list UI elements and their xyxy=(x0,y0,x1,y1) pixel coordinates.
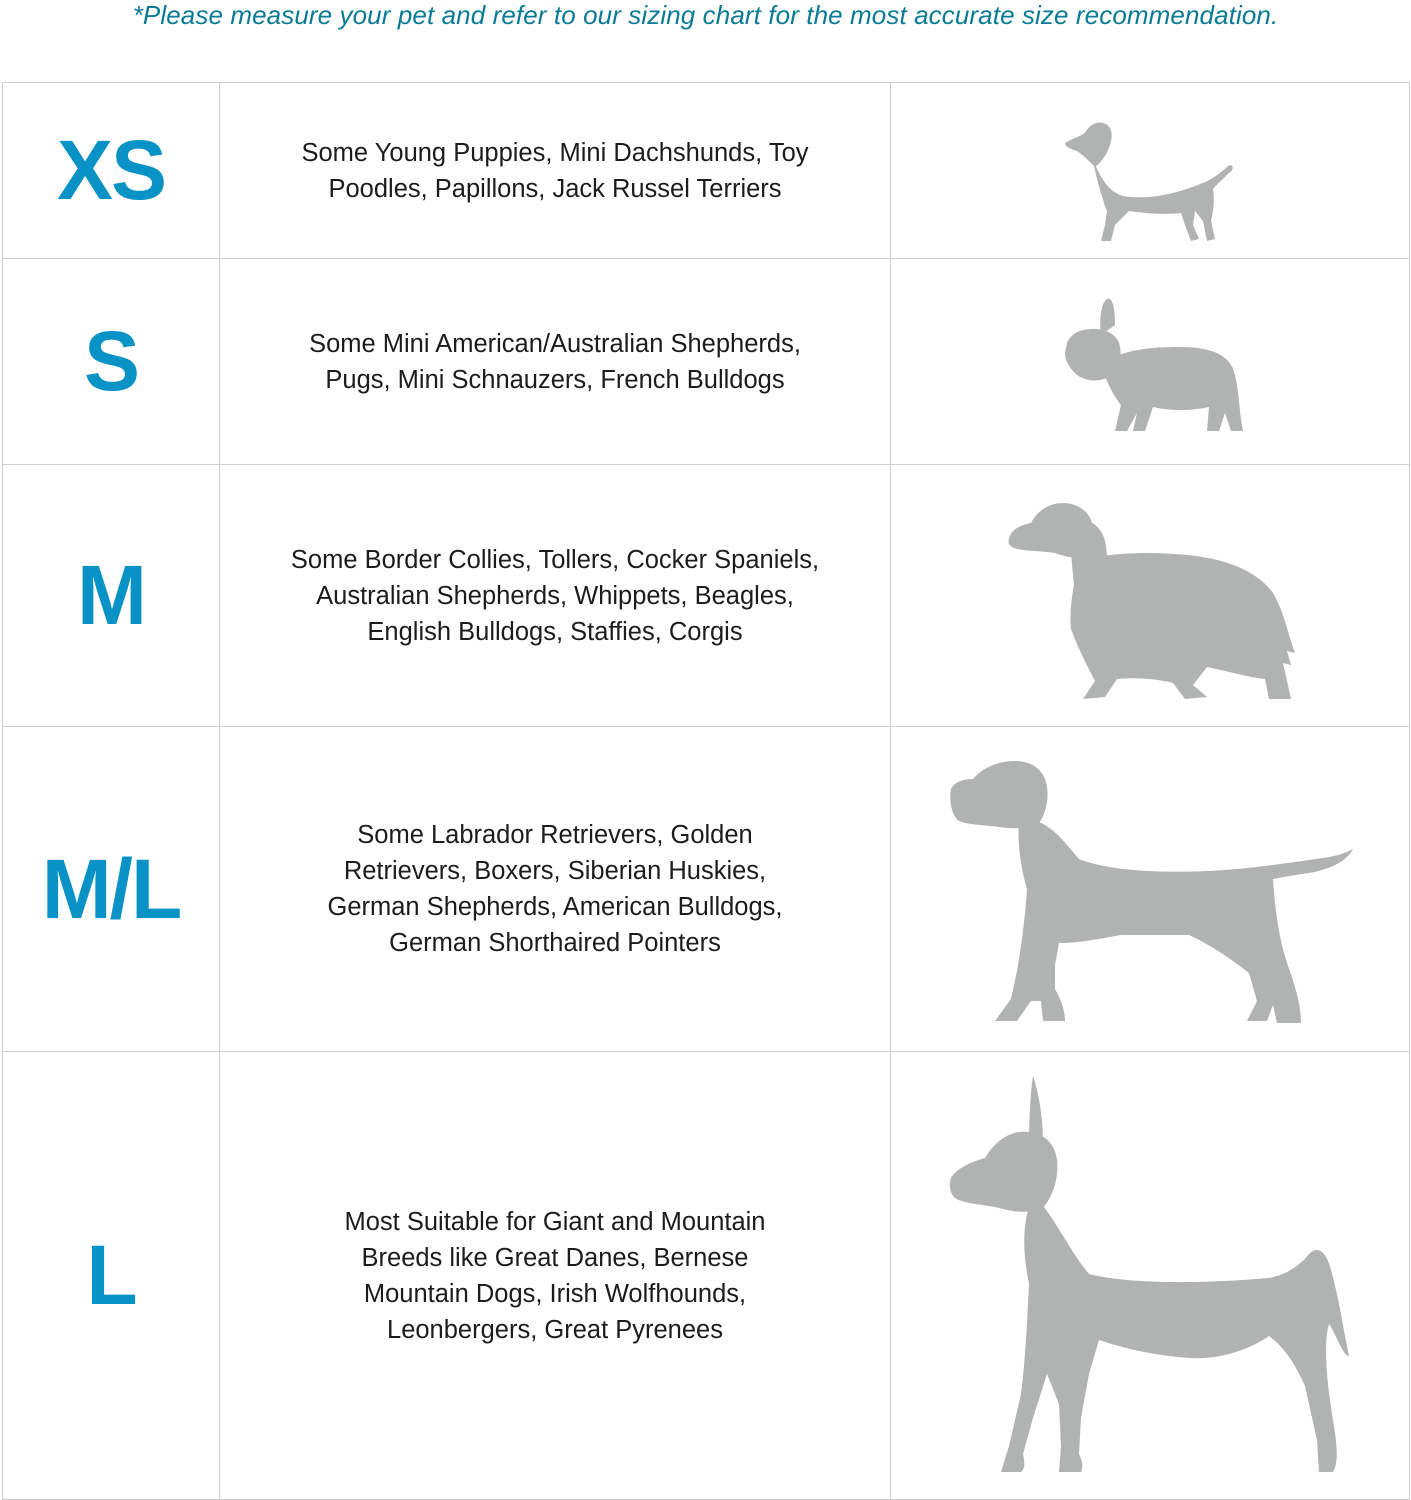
silhouette-cell xyxy=(891,83,1410,259)
silhouette-cell xyxy=(891,727,1410,1052)
size-cell xyxy=(3,259,220,465)
size-row-s xyxy=(3,259,1410,465)
size-label-m: M xyxy=(77,548,145,642)
size-label-ml: M/L xyxy=(41,841,181,936)
sizing-note: *Please measure your pet and refer to our sizing chart for the most accurate size recommendation. xyxy=(132,0,1279,30)
size-chart-table xyxy=(2,82,1410,1500)
breeds-text-s: Some Mini American/Australian Shepherds, Pugs, Mini Schnauzers, French Bulldogs xyxy=(309,329,801,394)
spaniel-silhouette-icon xyxy=(1007,501,1299,701)
breeds-cell xyxy=(220,465,891,727)
breeds-text-m: Some Border Collies, Tollers, Cocker Spaniels, Australian Shepherds, Whippets, Beagles, English Bulldogs, Staffies, Corgis xyxy=(290,545,820,646)
size-cell xyxy=(3,465,220,727)
breeds-text-xs: Some Young Puppies, Mini Dachshunds, Toy Poodles, Papillons, Jack Russel Terriers xyxy=(301,138,809,203)
size-cell xyxy=(3,727,220,1052)
size-cell xyxy=(3,1052,220,1500)
breeds-text-ml: Some Labrador Retrievers, Golden Retrievers, Boxers, Siberian Huskies, German Shepherds, American Bulldogs, German Shorthaired Pointers xyxy=(327,821,783,957)
size-label-s: S xyxy=(83,314,139,408)
breeds-cell xyxy=(220,83,891,259)
labrador-silhouette-icon xyxy=(949,759,1353,1025)
small-dog-silhouette-icon xyxy=(1063,121,1241,245)
size-row-m xyxy=(3,465,1410,727)
silhouette-cell xyxy=(891,259,1410,465)
size-cell xyxy=(3,83,220,259)
breeds-text-l: Most Suitable for Giant and Mountain Breeds like Great Danes, Bernese Mountain Dogs, Irish Wolfhounds, Leonbergers, Great Pyrenees xyxy=(344,1207,766,1344)
great-dane-silhouette-icon xyxy=(949,1074,1349,1472)
size-row-xs xyxy=(3,83,1410,259)
size-label-l: L xyxy=(86,1228,136,1322)
size-row-ml xyxy=(3,727,1410,1052)
silhouette-cell xyxy=(891,1052,1410,1500)
size-label-xs: XS xyxy=(56,123,166,217)
breeds-cell xyxy=(220,259,891,465)
breeds-cell xyxy=(220,1052,891,1500)
size-row-l xyxy=(3,1052,1410,1500)
breeds-cell xyxy=(220,727,891,1052)
french-bulldog-silhouette-icon xyxy=(1061,295,1245,435)
silhouette-cell xyxy=(891,465,1410,727)
